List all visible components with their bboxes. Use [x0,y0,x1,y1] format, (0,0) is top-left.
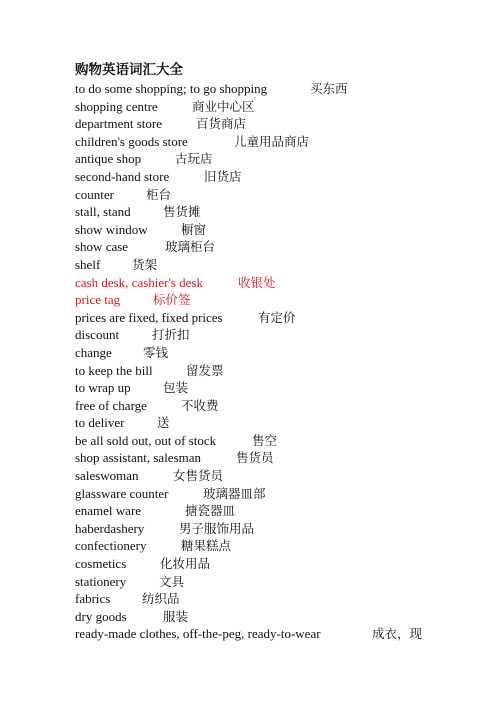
entry-english: confectionery [75,538,147,554]
entry-english: second-hand store [75,168,170,184]
vocabulary-entry [75,98,455,116]
vocabulary-entry [75,203,455,221]
entry-chinese: 售货员 [236,450,274,466]
vocabulary-entry [75,362,455,380]
entry-chinese: 柜台 [146,186,172,202]
entry-english: stationery [75,573,127,589]
entry-chinese: 女售货员 [173,468,224,484]
entry-english: dry goods [75,608,127,624]
entry-english: to keep the bill [75,362,153,378]
entry-chinese: 成衣，现 [372,626,423,642]
vocabulary-entry [75,274,455,292]
document-title: 购物英语词汇大全 [75,62,183,78]
entry-english: shopping centre [75,98,158,114]
entry-english: haberdashery [75,520,145,536]
entry-english: show window [75,221,148,237]
vocabulary-entry [75,625,455,643]
vocabulary-entry [75,432,455,450]
entry-chinese: 糖果糕点 [181,538,232,554]
vocabulary-entry [75,326,455,344]
entry-chinese: 玻璃器皿部 [203,485,266,501]
vocabulary-entry [75,608,455,626]
entry-chinese: 不收费 [181,397,219,413]
vocabulary-entry [75,449,455,467]
entry-english: children's goods store [75,133,188,149]
entry-chinese: 售空 [252,432,278,448]
entry-english: cash desk, cashier's desk [75,274,203,290]
entry-english: antique shop [75,151,142,167]
entry-chinese: 留发票 [186,362,224,378]
entry-english: free of charge [75,397,147,413]
vocabulary-entry [75,256,455,274]
vocabulary-entry [75,379,455,397]
entry-english: shop assistant, salesman [75,450,202,466]
vocabulary-entry [75,291,455,309]
entry-chinese: 买东西 [310,81,348,96]
entry-english: prices are fixed, fixed prices [75,309,223,325]
entry-english: saleswoman [75,468,139,484]
vocabulary-entry [75,485,455,503]
entry-english: change [75,344,112,360]
entry-english: to do some shopping; to go shopping [75,81,268,96]
vocabulary-entry [75,414,455,432]
vocabulary-list [75,80,455,643]
entry-chinese: 旧货店 [204,168,242,184]
vocabulary-entry [75,80,455,98]
entry-english: discount [75,327,120,343]
vocabulary-entry [75,502,455,520]
vocabulary-entry [75,186,455,204]
entry-english: shelf [75,256,101,272]
entry-chinese: 零钱 [143,344,169,360]
vocabulary-entry [75,221,455,239]
entry-chinese: 服装 [163,608,189,624]
vocabulary-entry [75,467,455,485]
entry-english: counter [75,186,114,202]
vocabulary-entry [75,344,455,362]
vocabulary-entry [75,133,455,151]
entry-english: enamel ware [75,503,142,519]
entry-english: to deliver [75,415,125,431]
entry-english: to wrap up [75,380,131,396]
entry-english: fabrics [75,591,111,607]
entry-chinese: 男子服饰用品 [179,520,255,536]
entry-english: cosmetics [75,556,127,572]
entry-english: glassware counter [75,485,169,501]
vocabulary-entry [75,590,455,608]
entry-chinese: 纺织品 [142,591,180,607]
vocabulary-entry [75,573,455,591]
vocabulary-entry [75,520,455,538]
entry-chinese: 货架 [132,256,158,272]
entry-chinese: 儿童用品商店 [234,133,310,149]
entry-english: department store [75,116,162,132]
entry-english: show case [75,239,129,255]
entry-english: price tag [75,292,121,308]
entry-chinese: 搪瓷器皿 [185,503,236,519]
entry-chinese: 包装 [163,380,189,396]
entry-chinese: 有定价 [258,309,296,325]
entry-english: be all sold out, out of stock [75,432,217,448]
entry-chinese: 百货商店 [196,116,247,132]
entry-chinese: 打折扣 [152,327,190,343]
entry-english: ready-made clothes, off-the-peg, ready-to-wear [75,626,321,642]
vocabulary-entry [75,397,455,415]
entry-english: stall, stand [75,204,131,220]
entry-chinese: 售货摊 [163,204,201,220]
vocabulary-entry [75,555,455,573]
entry-chinese: 玻璃柜台 [165,239,216,255]
vocabulary-entry [75,537,455,555]
vocabulary-entry [75,115,455,133]
vocabulary-entry [75,238,455,256]
entry-chinese: 收银处 [238,274,276,290]
entry-chinese: 送 [157,415,170,431]
entry-chinese: 文具 [159,573,185,589]
entry-chinese: 橱窗 [181,221,207,237]
entry-chinese: 古玩店 [175,151,213,167]
vocabulary-entry [75,150,455,168]
entry-chinese: 标价签 [153,292,191,308]
vocabulary-entry [75,309,455,327]
entry-chinese: 商业中心区 [192,98,255,114]
entry-chinese: 化妆用品 [160,556,211,572]
vocabulary-entry [75,168,455,186]
